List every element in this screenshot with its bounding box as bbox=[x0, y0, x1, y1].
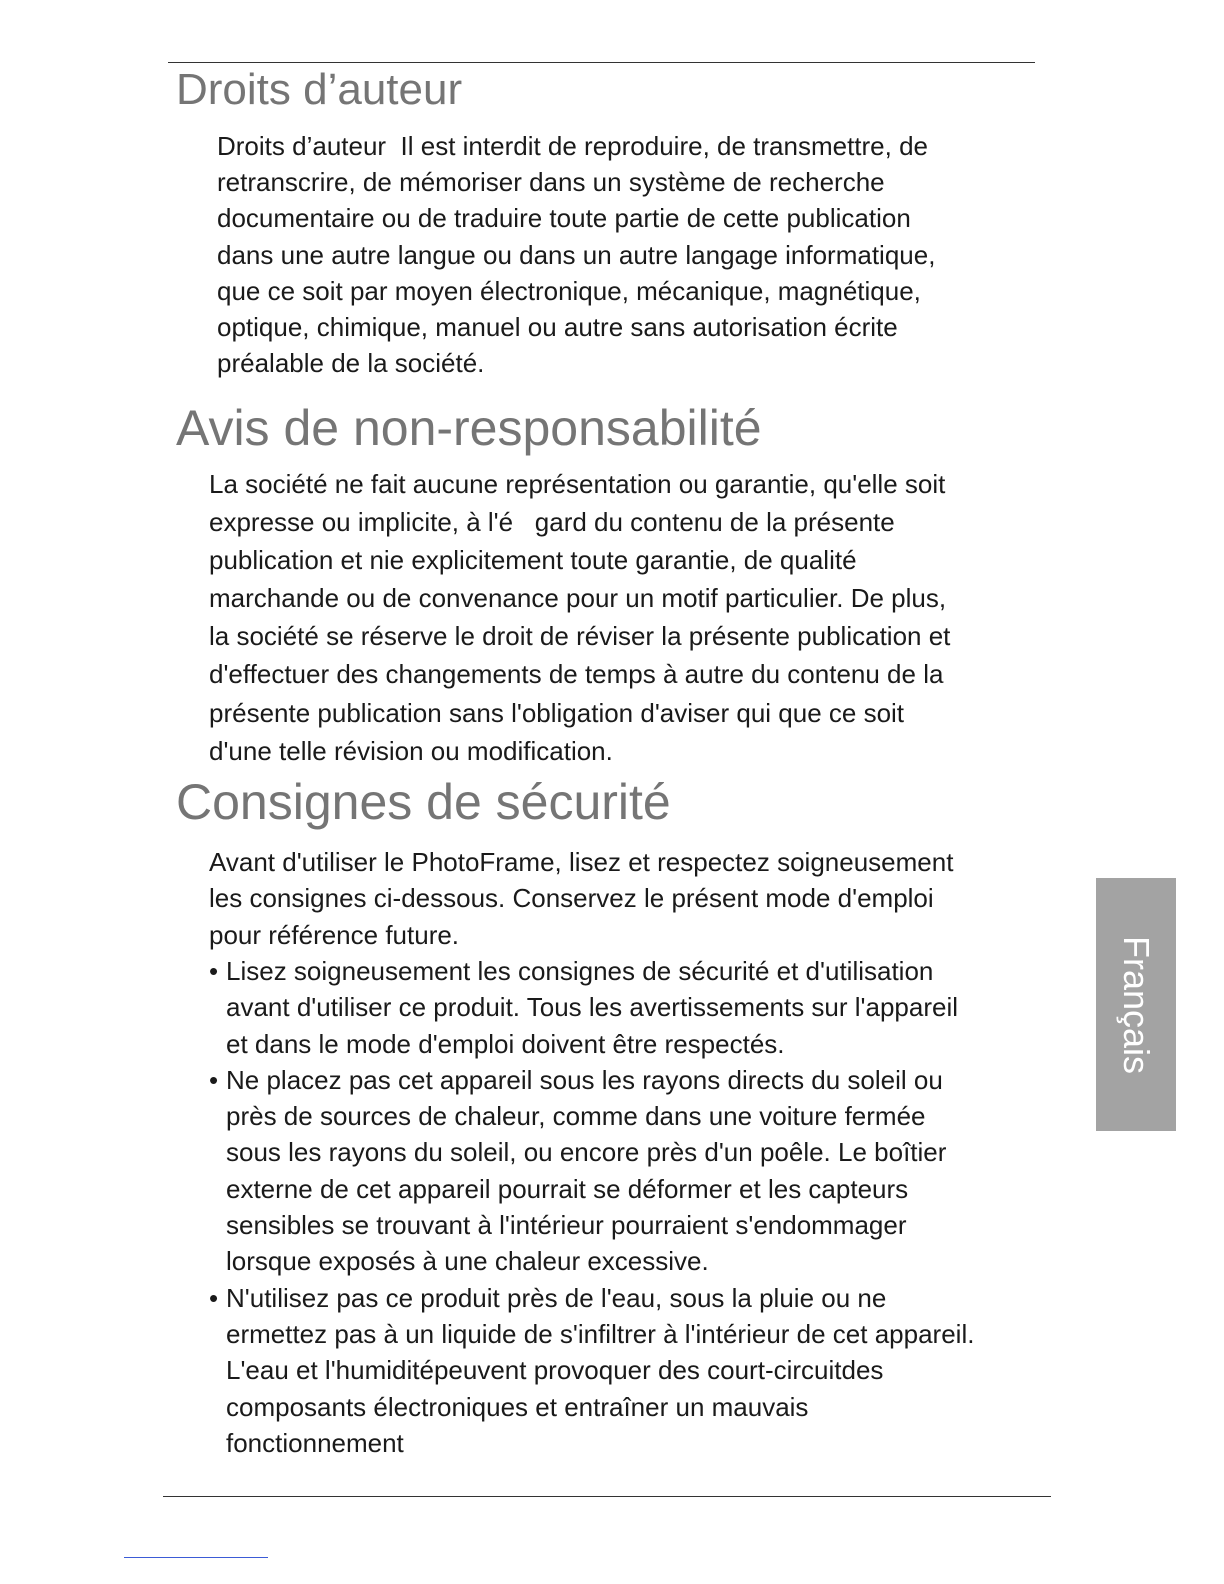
disclaimer-line: La société ne fait aucune représentation ou garantie, qu'elle soit bbox=[209, 469, 946, 499]
safety-bullet-line: composants électroniques et entraîner un mauvais bbox=[226, 1391, 809, 1422]
safety-bullet-line: externe de cet appareil pourrait se déformer et les capteurs bbox=[226, 1173, 909, 1204]
safety-bullet-line: sous les rayons du soleil, ou encore près d'un poêle. Le boîtier bbox=[226, 1137, 947, 1168]
safety-bullet-line: près de sources de chaleur, comme dans une voiture fermée bbox=[226, 1101, 926, 1132]
safety-bullet-item bbox=[209, 1062, 974, 1280]
disclaimer-line: la société se réserve le droit de réviser la présente publication et bbox=[209, 621, 951, 652]
disclaimer-heading: Avis de non-responsabilité bbox=[176, 400, 762, 456]
bullet-icon: • bbox=[209, 1282, 219, 1313]
safety-bullet-line: Ne placez pas cet appareil sous les rayons directs du soleil ou bbox=[226, 1064, 943, 1095]
safety-bullet-line: Lisez soigneusement les consignes de sécurité et d'utilisation bbox=[226, 956, 934, 986]
safety-bullet-line: ermettez pas à un liquide de s'infiltrer à l'intérieur de cet appareil. bbox=[226, 1318, 975, 1349]
copyright-line: optique, chimique, manuel ou autre sans autorisation écrite bbox=[217, 312, 898, 343]
safety-bullet-line: fonctionnement bbox=[226, 1427, 404, 1458]
copyright-line: retranscrire, de mémoriser dans un système de recherche bbox=[217, 167, 885, 198]
copyright-paragraph bbox=[217, 128, 935, 381]
safety-bullet-line: et dans le mode d'emploi doivent être respectés. bbox=[226, 1028, 785, 1059]
disclaimer-line: d'effectuer des changements de temps à autre du contenu de la bbox=[209, 659, 944, 690]
top-divider bbox=[168, 62, 1035, 63]
language-side-tab bbox=[1096, 878, 1176, 1131]
safety-intro-line: Avant d'utiliser le PhotoFrame, lisez et respectez soigneusement bbox=[209, 847, 954, 877]
safety-bullet-line: sensibles se trouvant à l'intérieur pourraient s'endommager bbox=[226, 1210, 907, 1241]
safety-bullet-line: L'eau et l'humiditépeuvent provoquer des court-circuitdes bbox=[226, 1355, 884, 1386]
safety-bullet-line: lorsque exposés à une chaleur excessive. bbox=[226, 1246, 709, 1277]
safety-bullet-line: N'utilisez pas ce produit près de l'eau, sous la pluie ou ne bbox=[226, 1282, 887, 1313]
copyright-line: dans une autre langue ou dans un autre langage informatique, bbox=[217, 239, 936, 270]
safety-bullet-item bbox=[209, 953, 974, 1062]
safety-heading: Consignes de sécurité bbox=[176, 774, 671, 830]
copyright-line: documentaire ou de traduire toute partie de cette publication bbox=[217, 203, 911, 234]
disclaimer-line: publication et nie explicitement toute garantie, de qualité bbox=[209, 545, 857, 576]
footer-underline-mark bbox=[124, 1557, 268, 1558]
safety-intro-line: les consignes ci-dessous. Conservez le présent mode d'emploi bbox=[209, 883, 934, 914]
safety-bullet-list bbox=[209, 953, 974, 1461]
safety-bullet-line: avant d'utiliser ce produit. Tous les avertissements sur l'appareil bbox=[226, 992, 959, 1023]
bottom-divider bbox=[163, 1496, 1051, 1497]
copyright-heading: Droits d’auteur bbox=[176, 65, 463, 114]
safety-intro-paragraph bbox=[209, 844, 953, 953]
safety-intro-line: pour référence future. bbox=[209, 919, 460, 950]
copyright-line: préalable de la société. bbox=[217, 348, 485, 379]
copyright-line: que ce soit par moyen électronique, mécanique, magnétique, bbox=[217, 275, 921, 306]
copyright-line: Droits d’auteur Il est interdit de reproduire, de transmettre, de bbox=[217, 131, 929, 161]
language-tab-label: Français bbox=[1116, 935, 1157, 1074]
disclaimer-paragraph bbox=[209, 465, 950, 770]
bullet-icon: • bbox=[209, 1064, 219, 1095]
safety-bullet-item bbox=[209, 1280, 974, 1461]
disclaimer-line: marchande ou de convenance pour un motif particulier. De plus, bbox=[209, 583, 947, 614]
bullet-icon: • bbox=[209, 956, 219, 986]
disclaimer-line: présente publication sans l'obligation d'aviser qui que ce soit bbox=[209, 697, 905, 728]
disclaimer-line: expresse ou implicite, à l'é gard du contenu de la présente bbox=[209, 507, 895, 538]
disclaimer-line: d'une telle révision ou modification. bbox=[209, 735, 613, 766]
